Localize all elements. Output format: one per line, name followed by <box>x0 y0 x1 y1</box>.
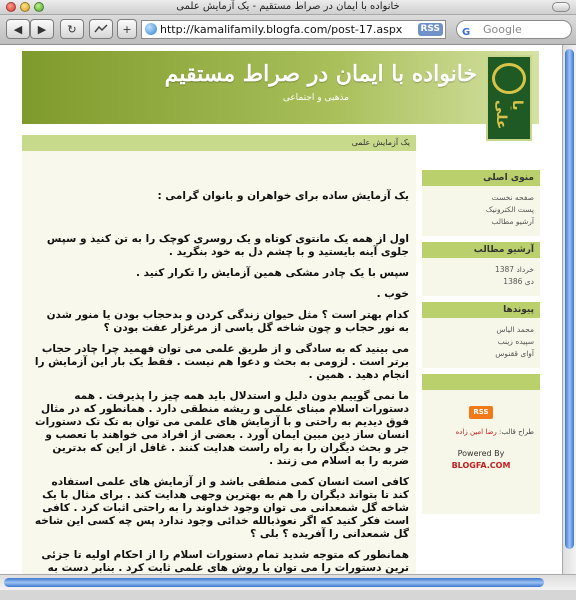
post-paragraph: کافی است انسان کمی منطقی باشد و از آزمایش های علمی استفاده کند تا بتواند دیگران را هم به بهترین وجهی هدایت کند . برای مثال با یک شاخه گل شمعدانی می توان وجود خداوند را به راحتی اثبات کرد . کافی است فکر کنید که اگر نعوذبالله خدائی وجود ندارد پس چه کسی این شاخه گل شمعدانی را آفریده ؟ بلی ؟ <box>34 476 409 540</box>
window-controls <box>6 2 44 12</box>
sidebar <box>422 170 540 514</box>
rss-feed-button[interactable]: RSS <box>469 406 492 419</box>
plus-icon: + <box>122 22 132 36</box>
globe-icon <box>145 23 157 35</box>
post-header[interactable]: یک آزمایش علمی <box>22 135 416 151</box>
sidebar-footer <box>422 390 540 514</box>
zoom-button[interactable] <box>34 2 44 12</box>
add-bookmark-button[interactable] <box>117 19 137 39</box>
sidebar-menu <box>422 186 540 236</box>
vertical-scrollbar[interactable] <box>562 45 576 574</box>
reload-icon: ↻ <box>67 22 77 36</box>
sidebar-links-title: پیوندها <box>422 302 540 318</box>
post-paragraph: یک آزمایش ساده برای خواهران و بانوان گرامی : <box>157 190 409 202</box>
status-bar <box>0 590 576 600</box>
sidebar-menu-title: منوی اصلی <box>422 170 540 186</box>
powered-label: Powered By <box>457 449 505 458</box>
post-paragraph: می بینید که به سادگی و از طریق علمی می توان فهمید چرا چادر حجاب برتر است . لزومی به بحث و دعوا هم نیست . فقط یک بار این آزمایش را انجام دهید . همین . <box>34 343 409 381</box>
sidebar-item-home[interactable]: صفحه نخست <box>491 193 534 202</box>
back-button[interactable] <box>6 19 30 39</box>
minimize-button[interactable] <box>20 2 30 12</box>
url-text: http://kamalifamily.blogfa.com/post-17.aspx <box>160 23 403 36</box>
snapback-button[interactable] <box>89 19 113 39</box>
site-logo <box>486 55 532 141</box>
window-title: خانواده با ایمان در صراط مستقیم - یک آزمایش علمی <box>176 1 400 12</box>
powered-by <box>428 448 534 471</box>
site-header <box>22 51 539 124</box>
sidebar-item-email[interactable]: پست الکترونیک <box>485 205 534 214</box>
sidebar-archive <box>422 258 540 296</box>
close-button[interactable] <box>6 2 16 12</box>
sidebar-archive-title: آرشیو مطالب <box>422 242 540 258</box>
search-input[interactable] <box>456 20 572 39</box>
forward-button[interactable] <box>30 19 54 39</box>
post-content <box>34 190 409 596</box>
archive-link[interactable]: خرداد 1387 <box>494 265 534 274</box>
reload-button[interactable] <box>60 19 84 39</box>
vertical-scroll-thumb[interactable] <box>565 49 574 549</box>
sidebar-footer-bar <box>422 374 540 390</box>
site-subtitle: مذهبی و اجتماعی <box>282 93 349 103</box>
search-placeholder: Google <box>483 23 522 36</box>
post-paragraph: خوب . <box>376 288 409 300</box>
google-search-icon: G <box>462 27 471 38</box>
logo-calligraphy: یا علی <box>493 99 525 130</box>
post-paragraph: همانطور که متوجه شدید تمام دستورات اسلام را از احکام اولیه تا جزئی ترین دستورات را می توان با روش های علمی ثابت کرد . بنابر دست به <box>41 549 409 574</box>
archive-link[interactable]: دی 1386 <box>503 277 534 286</box>
blog-link[interactable]: آوای ققنوس <box>495 349 534 358</box>
toolbar-toggle-button[interactable] <box>552 2 570 12</box>
rss-button[interactable]: RSS <box>418 23 444 36</box>
address-bar[interactable] <box>141 20 446 39</box>
snapback-icon <box>94 24 108 34</box>
sidebar-item-archive[interactable]: آرشیو مطالب <box>491 217 534 226</box>
sidebar-links <box>422 318 540 368</box>
horizontal-scroll-thumb[interactable] <box>4 578 544 587</box>
post-paragraph: اول از همه یک مانتوی کوتاه و یک روسری کوچک را به تن کنید و سپس جلوی آینه بایستید و با چشم دل به خود بنگرید . <box>46 233 409 258</box>
post-paragraph: سپس با یک چادر مشکی همین آزمایش را تکرار کنید . <box>136 267 409 279</box>
blog-link[interactable]: محمد الیاس <box>496 325 534 334</box>
designer-label: طراح قالب: <box>499 428 534 436</box>
site-title[interactable]: خانواده با ایمان در صراط مستقیم <box>164 61 477 87</box>
forward-arrow-icon: ▶ <box>37 22 47 36</box>
back-arrow-icon: ◀ <box>13 22 23 36</box>
blog-link[interactable]: سپیده زینب <box>497 337 534 346</box>
browser-toolbar <box>0 15 576 45</box>
template-designer <box>428 427 534 438</box>
page-viewport <box>0 45 562 574</box>
designer-name[interactable]: رضا امین زاده <box>455 428 497 436</box>
window-titlebar <box>0 0 576 15</box>
post-paragraph: کدام بهتر است ؟ مثل حیوان زندگی کردن و بدحجاب بودن یا منور شدن به نور حجاب و چون شاخه گل یاسی از مرغزار عفت بودن ؟ <box>46 309 409 334</box>
horizontal-scrollbar[interactable] <box>0 574 576 590</box>
post-paragraph: ما نمی گوییم بدون دلیل و استدلال باید همه چیز را پذیرفت . همه دستورات اسلام مبنای علمی و ریشه منطقی دارد . همانطور که در مثال فوق دیدیم به راحتی و با آزمایش های علمی می توان به تک تک دستورات انسان ساز دین مبین ایمان آورد . بعضی از افراد می خواهند با تعصب و جر و بحث دیگران را به راه راست هدایت کنند . غافل از این که بدترین ضربه را به اسلام می زنند . <box>35 390 409 467</box>
blogfa-link[interactable]: BLOGFA.COM <box>451 461 511 470</box>
seal-icon <box>492 63 526 94</box>
